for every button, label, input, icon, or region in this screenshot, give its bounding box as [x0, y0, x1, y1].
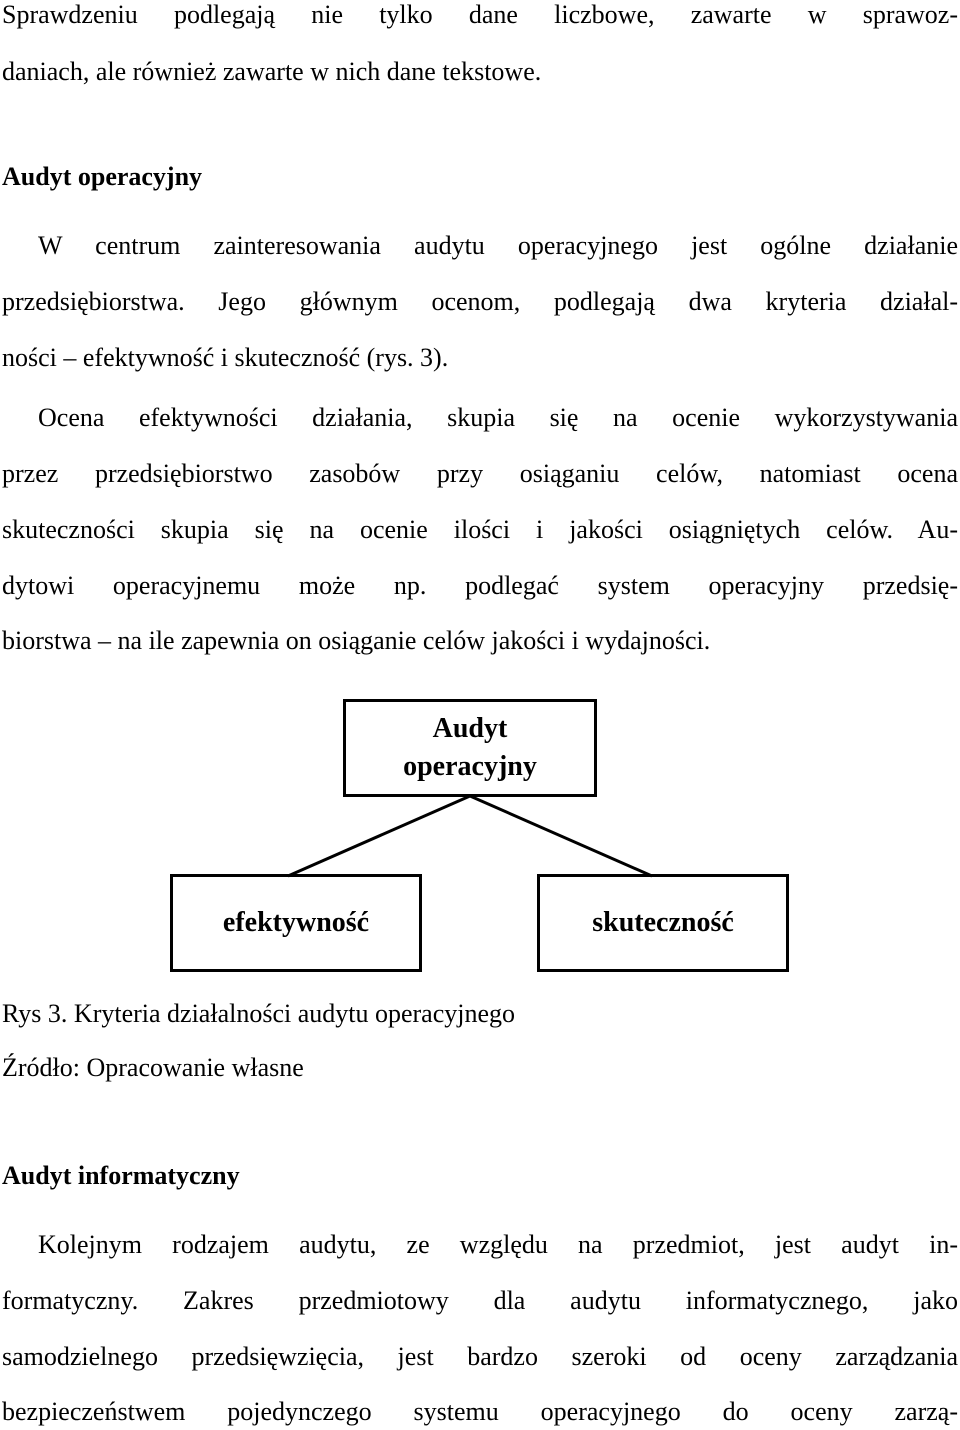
text-line: skuteczności skupia się na ocenie ilości i jakości osiągniętych celów. Au- — [2, 515, 958, 544]
text-line: W centrum zainteresowania audytu operacyjnego jest ogólne działanie — [38, 231, 958, 260]
text-line: biorstwa – na ile zapewnia on osiąganie celów jakości i wydajności. — [2, 626, 711, 655]
text-line: samodzielnego przedsięwzięcia, jest bardzo szeroki od oceny zarządzania — [2, 1342, 958, 1371]
diagram-box-audyt-operacyjny — [343, 699, 597, 797]
diagram-box-label: efektywność — [222, 907, 370, 938]
text-line: daniach, ale również zawarte w nich dane tekstowe. — [2, 57, 542, 86]
text-line: Sprawdzeniu podlegają nie tylko dane liczbowe, zawarte w sprawoz- — [2, 0, 958, 29]
connector-left — [288, 796, 470, 876]
text-line: ności – efektywność i skuteczność (rys. 3). — [2, 343, 449, 372]
text-line: przez przedsiębiorstwo zasobów przy osiąganiu celów, natomiast ocena — [2, 459, 958, 488]
section-heading: Audyt informatyczny — [2, 1161, 240, 1190]
text-line: przedsiębiorstwa. Jego głównym ocenom, podlegają dwa kryteria działal- — [2, 287, 958, 316]
text-line: formatyczny. Zakres przedmiotowy dla audytu informatycznego, jako — [2, 1286, 958, 1315]
connector-right — [470, 796, 652, 876]
diagram-box-label: operacyjny — [403, 751, 537, 782]
text-line: bezpieczeństwem pojedynczego systemu operacyjnego do oceny zarzą- — [2, 1397, 958, 1426]
figure-caption: Rys 3. Kryteria działalności audytu operacyjnego — [2, 999, 516, 1028]
diagram-box-label: skuteczność — [592, 907, 734, 938]
diagram-box-efektywnosc — [170, 874, 422, 972]
diagram-box-label: Audyt — [432, 713, 508, 744]
figure-source: Źródło: Opracowanie własne — [2, 1053, 304, 1082]
text-line: dytowi operacyjnemu może np. podlegać system operacyjny przedsię- — [2, 571, 958, 600]
text-line: Ocena efektywności działania, skupia się na ocenie wykorzystywania — [38, 403, 958, 432]
section-heading: Audyt operacyjny — [2, 162, 203, 191]
diagram-box-skutecznosc — [537, 874, 789, 972]
text-line: Kolejnym rodzajem audytu, ze względu na przedmiot, jest audyt in- — [38, 1230, 958, 1259]
